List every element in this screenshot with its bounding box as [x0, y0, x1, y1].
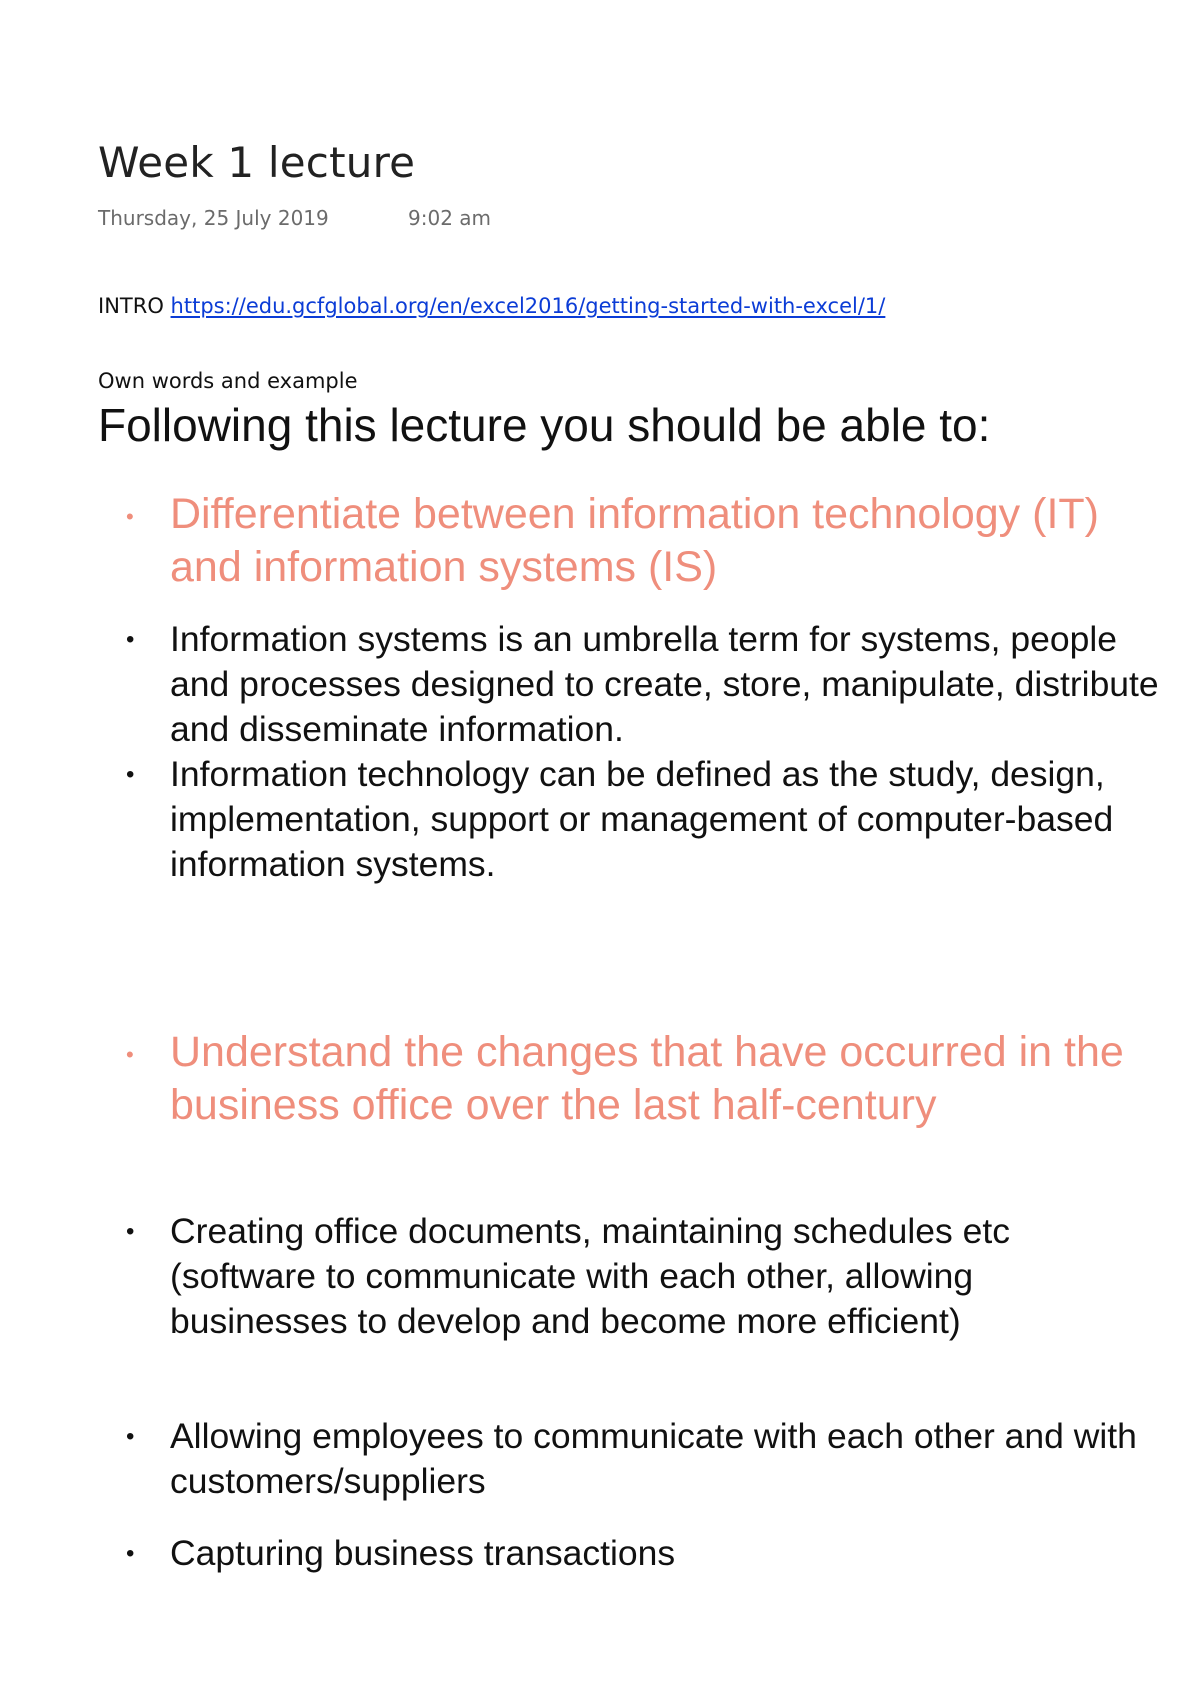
bullet-icon: •: [126, 504, 134, 529]
intro-label: INTRO: [98, 294, 164, 318]
bullet-icon: •: [126, 1540, 135, 1567]
detail-item: [126, 1531, 1160, 1576]
bullet-icon: •: [126, 1218, 135, 1245]
intro-line: [98, 294, 885, 318]
detail-text: Creating office documents, maintaining schedules etc (software to communicate with each other, allowing businesses to develop and become more efficient): [170, 1211, 1010, 1341]
bullet-icon: •: [126, 761, 135, 788]
section-heading: Following this lecture you should be able to:: [98, 399, 991, 451]
objective-item: [126, 1026, 1160, 1132]
page-title: Week 1 lecture: [98, 138, 416, 187]
intro-link[interactable]: https://edu.gcfglobal.org/en/excel2016/getting-started-with-excel/1/: [170, 294, 886, 318]
detail-item: [126, 617, 1160, 752]
detail-text: Allowing employees to communicate with each other and with customers/suppliers: [170, 1416, 1137, 1501]
note-timestamp: [98, 206, 492, 230]
note-text: Own words and example: [98, 369, 358, 393]
objective-text: Understand the changes that have occurred in the business office over the last half-century: [170, 1028, 1124, 1129]
detail-text: Information technology can be defined as the study, design, implementation, support or management of computer-based information systems.: [170, 754, 1114, 884]
detail-text: Information systems is an umbrella term for systems, people and processes designed to create, store, manipulate, distribute and disseminate information.: [170, 619, 1159, 749]
note-time: 9:02 am: [408, 206, 492, 230]
detail-text: Capturing business transactions: [170, 1533, 676, 1573]
objective-text: Differentiate between information technology (IT) and information systems (IS): [170, 490, 1099, 591]
note-date: Thursday, 25 July 2019: [98, 206, 329, 230]
bullet-icon: •: [126, 626, 135, 653]
detail-item: [126, 1209, 1160, 1344]
objective-item: [126, 488, 1160, 594]
bullet-icon: •: [126, 1042, 134, 1067]
detail-item: [126, 1414, 1160, 1504]
bullet-icon: •: [126, 1423, 135, 1450]
detail-item: [126, 752, 1160, 887]
